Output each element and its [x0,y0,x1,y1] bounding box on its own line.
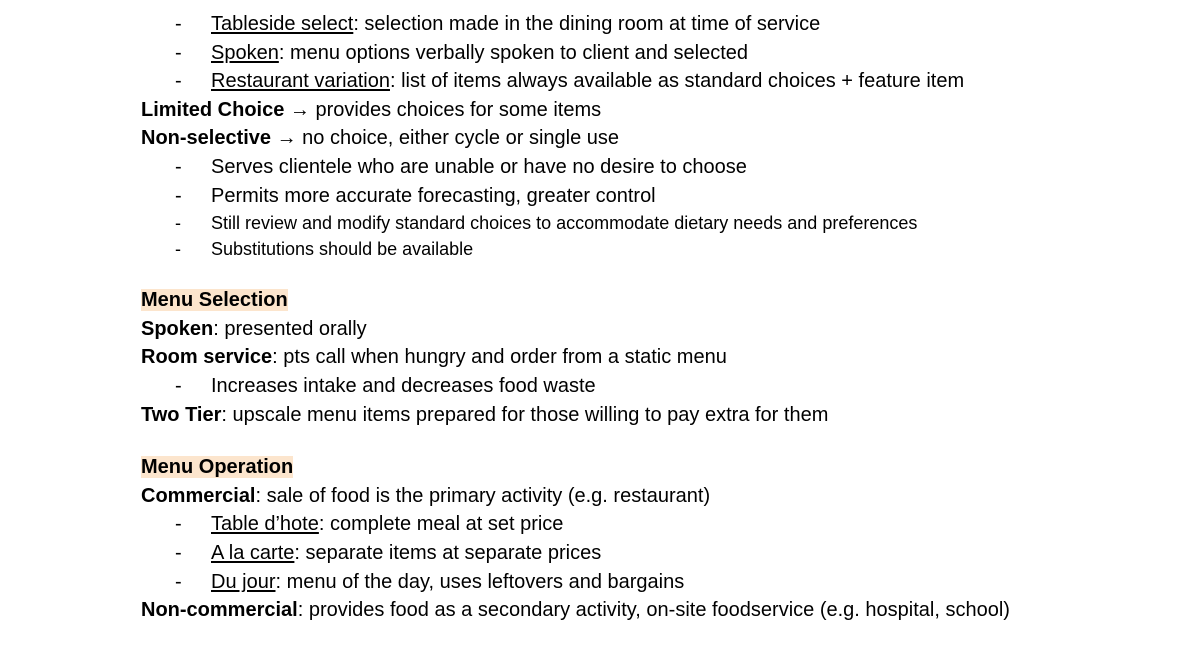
term-non-commercial: Non-commercial [141,599,298,622]
list-item [141,372,1041,401]
document-body [141,10,1041,625]
bullet-dash: - [175,213,181,234]
section-heading-menu-selection: Menu Selection [141,289,288,312]
bullet-tableside-select [141,10,1041,39]
def-table-dhote: : complete meal at set price [318,513,564,536]
list-item [141,210,1041,236]
limited-choice-line [141,96,1041,125]
spacer [141,262,1041,286]
bullet-restaurant-variation [141,67,1041,96]
bullet-table-dhote [141,510,1041,539]
term-commercial: Commercial [141,484,256,507]
bullet-dash: - [175,374,182,397]
bullet-dash: - [175,70,182,93]
term-tableside-select: Tableside select [211,13,354,35]
menu-selection-heading-line [141,286,1041,315]
section-heading-menu-operation: Menu Operation [141,456,294,479]
def-tableside-select: : selection made in the dining room at time of service [353,13,821,35]
bullet-dash: - [175,239,181,260]
commercial-line [141,482,1041,511]
room-service-line [141,343,1041,372]
term-table-dhote: Table d’hote [211,513,319,536]
bullet-dash: - [175,570,182,593]
def-limited-choice: → provides choices for some items [284,98,602,121]
term-limited-choice: Limited Choice [141,98,285,121]
two-tier-line [141,401,1041,430]
bullet-dash: - [175,155,182,178]
term-spoken: Spoken [211,41,279,64]
list-item [141,153,1041,182]
def-spoken-orally: : presented orally [213,317,367,340]
bullet-dash: - [175,513,182,536]
def-room-service: : pts call when hungry and order from a static menu [272,346,727,369]
bullet-text: Still review and modify standard choices to accommodate dietary needs and preferences [211,213,918,234]
def-non-commercial: : provides food as a secondary activity, on-site foodservice (e.g. hospital, school) [297,599,1010,622]
bullet-text: Increases intake and decreases food waste [211,374,596,397]
def-a-la-carte: : separate items at separate prices [294,541,602,564]
spoken-line [141,315,1041,344]
term-non-selective: Non-selective [141,127,272,150]
term-du-jour: Du jour [211,570,276,593]
bullet-dash: - [175,541,182,564]
list-item [141,182,1041,211]
term-spoken-orally: Spoken [141,317,214,340]
bullet-du-jour [141,568,1041,597]
def-restaurant-variation: : list of items always available as standard choices + feature item [389,70,965,93]
term-a-la-carte: A la carte [211,541,295,564]
list-item [141,236,1041,262]
term-room-service: Room service [141,346,273,369]
def-non-selective: → no choice, either cycle or single use [271,127,620,150]
term-restaurant-variation: Restaurant variation [211,70,390,93]
non-selective-line [141,124,1041,153]
bullet-dash: - [175,41,182,64]
bullet-text: Serves clientele who are unable or have no desire to choose [211,155,747,178]
bullet-text: Permits more accurate forecasting, greater control [211,184,656,207]
bullet-dash: - [175,13,182,35]
def-commercial: : sale of food is the primary activity (e.g. restaurant) [255,484,711,507]
menu-operation-heading-line [141,453,1041,482]
non-commercial-line [141,596,1041,625]
bullet-dash: - [175,184,182,207]
bullet-a-la-carte [141,539,1041,568]
def-two-tier: : upscale menu items prepared for those willing to pay extra for them [221,403,829,426]
def-du-jour: : menu of the day, uses leftovers and bargains [275,570,685,593]
term-two-tier: Two Tier [141,403,222,426]
bullet-spoken [141,39,1041,68]
bullet-text: Substitutions should be available [211,239,474,260]
spacer [141,429,1041,453]
def-spoken: : menu options verbally spoken to client and selected [278,41,749,64]
